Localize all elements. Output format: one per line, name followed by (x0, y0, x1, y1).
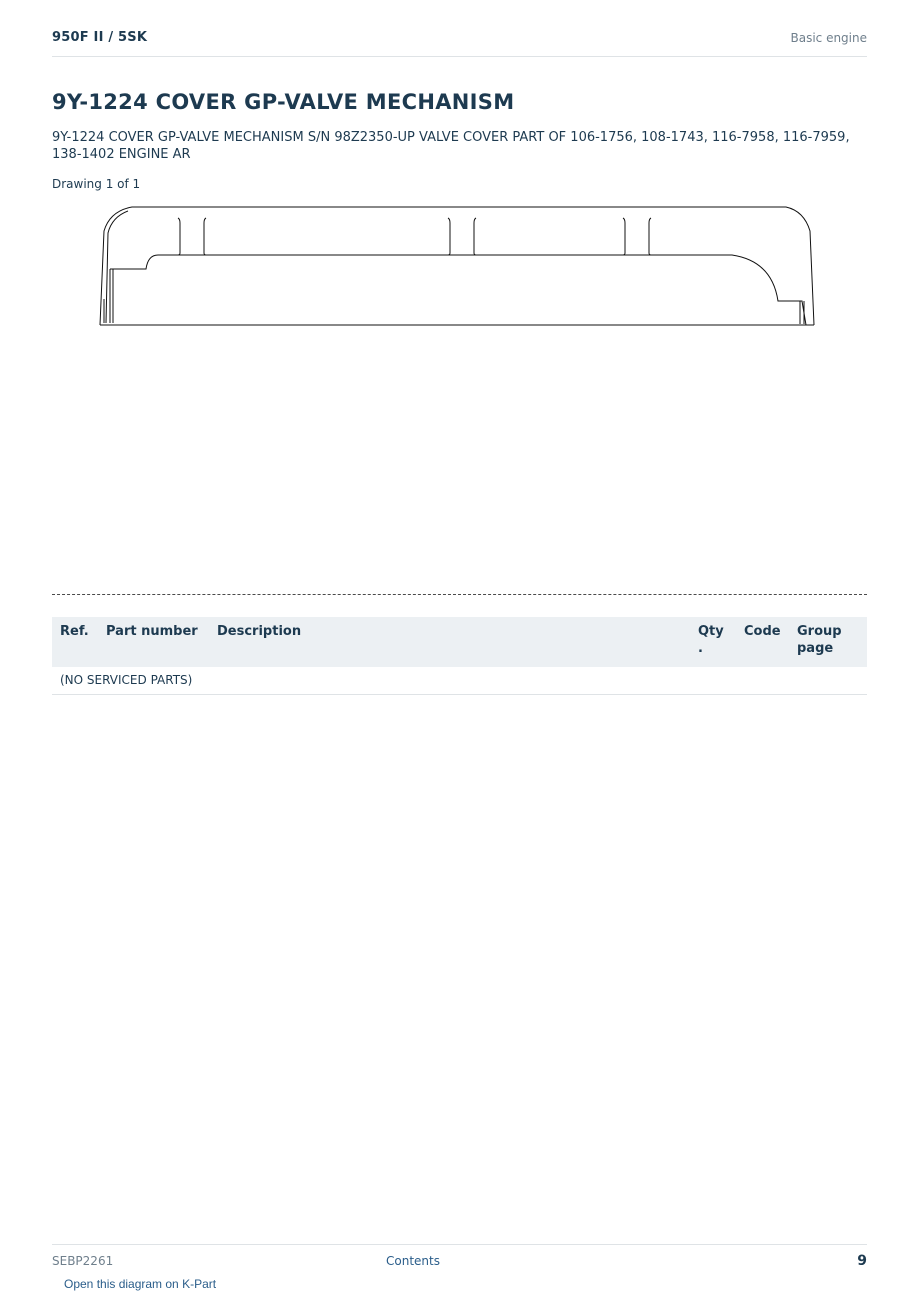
no-serviced-parts: (NO SERVICED PARTS) (52, 667, 867, 695)
drawing-label: Drawing 1 of 1 (52, 177, 141, 191)
page-header (52, 28, 867, 57)
section-divider (52, 594, 867, 595)
table-row (52, 667, 867, 695)
col-part-number: Part number (106, 624, 198, 639)
col-group-page: Group page (797, 624, 842, 656)
part-description: 9Y-1224 COVER GP-VALVE MECHANISM S/N 98Z2350-UP VALVE COVER PART OF 106-1756, 108-1743, 116-7958, 116-7959, 138-1402 ENGINE AR (52, 130, 850, 162)
section-name: Basic engine (790, 31, 867, 45)
document-code: SEBP2261 (52, 1254, 114, 1268)
page-title: 9Y-1224 COVER GP-VALVE MECHANISM (52, 90, 515, 114)
machine-model: 950F II / 5SK (52, 30, 148, 45)
page-number: 9 (857, 1253, 867, 1269)
valve-cover-drawing (96, 203, 820, 331)
col-ref: Ref. (60, 624, 89, 639)
table-header-row (52, 617, 867, 667)
cover-outline (100, 207, 814, 325)
contents-link[interactable]: Contents (386, 1254, 440, 1268)
col-qty: Qty . (698, 624, 724, 656)
col-code: Code (744, 624, 781, 639)
page-footer (52, 1244, 867, 1275)
parts-table (52, 617, 867, 695)
col-description: Description (217, 624, 302, 639)
open-kpart-link[interactable]: Open this diagram on K-Part (64, 1277, 217, 1291)
